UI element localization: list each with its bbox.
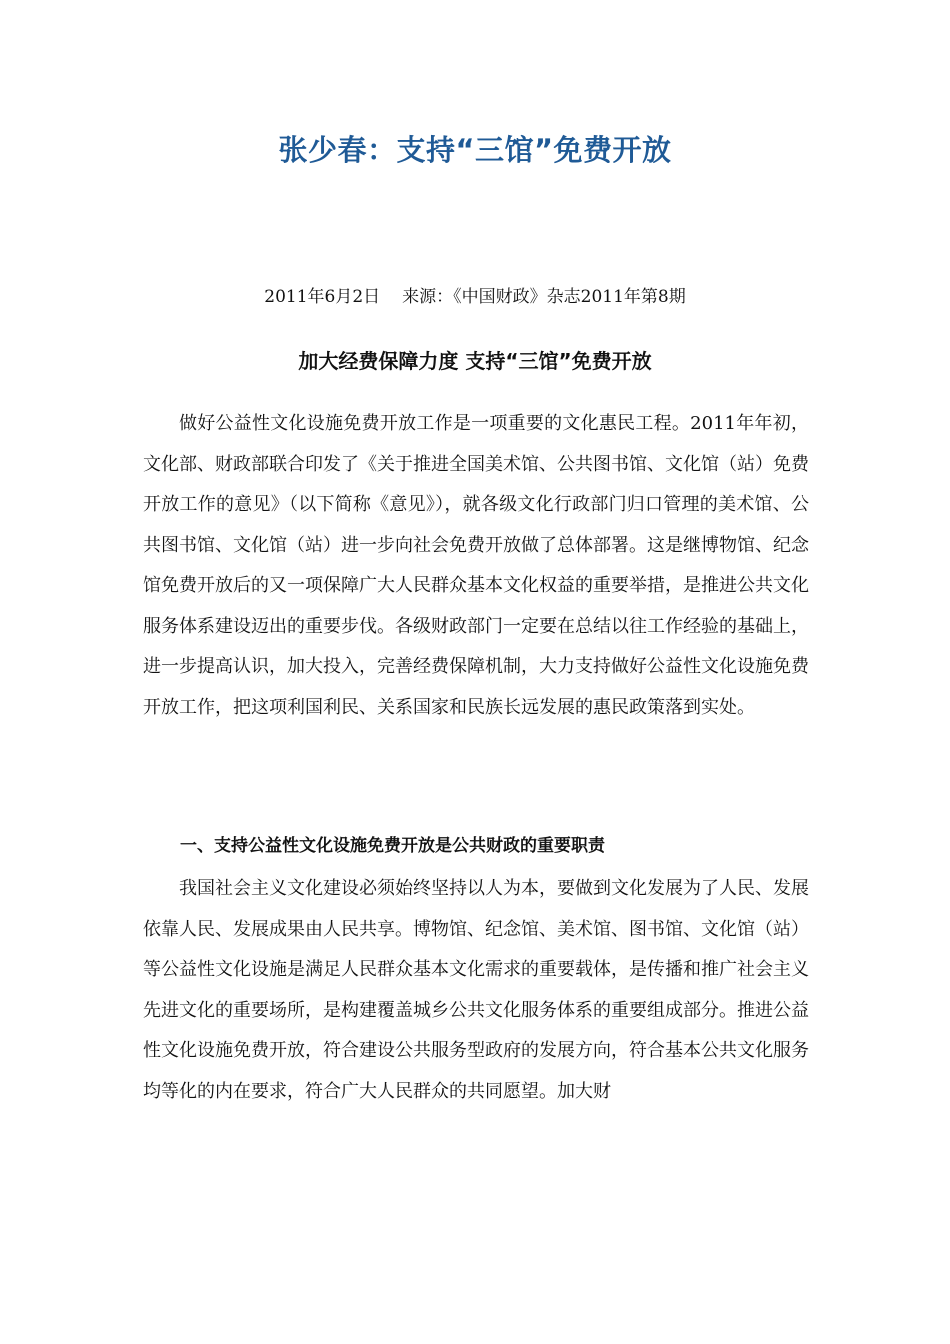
body-paragraph-2: 我国社会主义文化建设必须始终坚持以人为本，要做到文化发展为了人民、发展依靠人民、发展成果由人民共享。博物馆、纪念馆、美术馆、图书馆、文化馆（站）等公益性文化设施是满足人民群众基本文化需求的重要载体，是传播和推广社会主义先进文化的重要场所，是构建覆盖城乡公共文化服务体系的重要组成部分。推进公益性文化设施免费开放，符合建设公共服务型政府的发展方向，符合基本公共文化服务均等化的内在要求，符合广大人民群众的共同愿望。加大财 (143, 878, 809, 1102)
article-meta (0, 283, 950, 311)
article-source: 来源：《中国财政》杂志2011年第8期 (402, 287, 686, 307)
body-paragraph-1: 做好公益性文化设施免费开放工作是一项重要的文化惠民工程。2011年年初，文化部、财政部联合印发了《关于推进全国美术馆、公共图书馆、文化馆（站）免费开放工作的意见》（以下简称《意见》），就各级文化行政部门归口管理的美术馆、公共图书馆、文化馆（站）进一步向社会免费开放做了总体部署。这是继博物馆、纪念馆免费开放后的又一项保障广大人民群众基本文化权益的重要举措，是推进公共文化服务体系建设迈出的重要步伐。各级财政部门一定要在总结以往工作经验的基础上，进一步提高认识，加大投入，完善经费保障机制，大力支持做好公益性文化设施免费开放工作，把这项利国利民、关系国家和民族长远发展的惠民政策落到实处。 (143, 413, 809, 718)
publish-date: 2011年6月2日 (264, 287, 381, 307)
article-subtitle: 加大经费保障力度 支持“三馆”免费开放 (298, 349, 652, 373)
section-heading-1: 一、支持公益性文化设施免费开放是公共财政的重要职责 (180, 836, 605, 856)
article-title: 张少春：支持“三馆”免费开放 (278, 133, 672, 167)
